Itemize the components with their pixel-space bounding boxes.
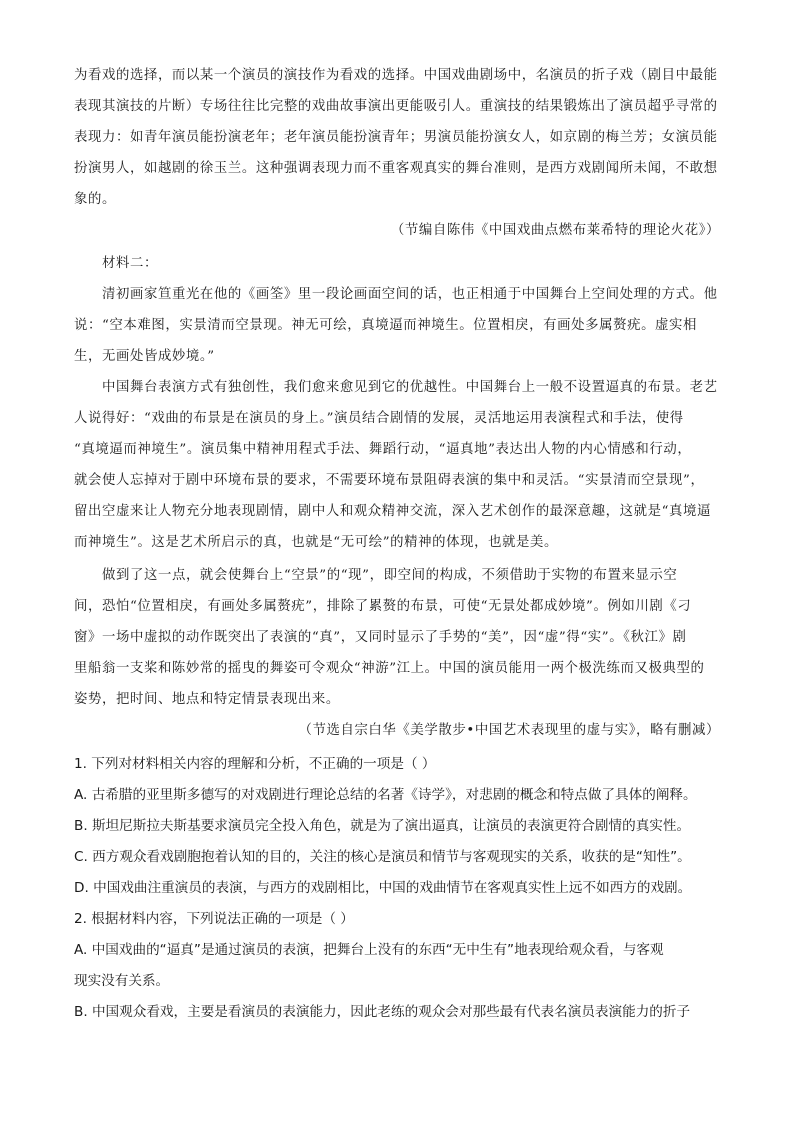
- paragraph-line: 而神境生”。这是艺术所启示的真，也就是“无可绘”的精神的体现，也就是美。: [74, 535, 559, 550]
- paragraph-line: 中国舞台表演方式有独创性，我们愈来愈见到它的优越性。中国舞台上一般不设置逼真的布景。老艺: [102, 380, 718, 395]
- source-citation-two: （节选自宗白华《美学散步•中国艺术表现里的虚与实》，略有删减）: [298, 723, 720, 738]
- paragraph-line: “真境逼而神境生”。演员集中精神用程式手法、舞蹈行动，“逼真地”表达出人物的内心情感和行动，: [74, 442, 692, 457]
- question-one-option-b: B. 斯坦尼斯拉夫斯基要求演员完全投入角色，就是为了演出逼真，让演员的表演更符合剧情的真实性。: [74, 818, 691, 834]
- material-one-line: 为看戏的选择，而以某一个演员的演技作为看戏的选择。中国戏曲剧场中，名演员的折子戏（剧目中最能: [74, 68, 718, 83]
- material-two-heading: 材料二：: [102, 256, 158, 271]
- source-citation-one: （节编自陈伟《中国戏曲点燃布莱希特的理论火花》）: [390, 223, 720, 238]
- paragraph-line: 人说得好：“戏曲的布景是在演员的身上。”演员结合剧情的发展，灵活地运用表演程式和手法，使得: [74, 411, 684, 426]
- paragraph-line: 就会使人忘掉对于剧中环境布景的要求，不需要环境布景阻碍表演的集中和灵活。“实景清而空景现”，: [74, 473, 705, 488]
- material-one-line: 表现其演技的片断）专场往往比完整的戏曲故事演出更能吸引人。重演技的结果锻炼出了演员超乎寻常的: [74, 99, 718, 114]
- question-two-option-a-cont: 现实没有关系。: [74, 973, 170, 989]
- question-one-stem: 1. 下列对材料相关内容的理解和分析，不正确的一项是（ ）: [74, 756, 436, 772]
- material-one-line: 扮演男人，如越剧的徐玉兰。这种强调表现力而不重客观真实的舞台准则，是西方戏剧闻所未闻，不敢想: [74, 161, 718, 176]
- material-one-line: 表现力：如青年演员能扮演老年；老年演员能扮演青年；男演员能扮演女人，如京剧的梅兰芳；女演员能: [74, 130, 718, 145]
- paragraph-line: 说：“空本难图，实景清而空景现。神无可绘，真境逼而神境生。位置相戾，有画处多属赘疣。虚实相: [74, 318, 698, 333]
- paragraph-line: 窗》一场中虚拟的动作既突出了表演的“真”，又同时显示了手势的“美”，因“虚”得“实”。《秋江》剧: [74, 630, 687, 645]
- paragraph-line: 留出空虚来让人物充分地表现剧情，剧中人和观众精神交流，深入艺术创作的最深意趣，这就是“真境逼: [74, 504, 712, 519]
- question-two-stem: 2. 根据材料内容，下列说法正确的一项是（ ）: [74, 911, 354, 927]
- question-two-option-b: B. 中国观众看戏，主要是看演员的表演能力，因此老练的观众会对那些最有代表名演员表演能力的折子: [74, 1004, 691, 1020]
- paragraph-line: 间，恐怕“位置相戾，有画处多属赘疣”，排除了累赘的布景，可使“无景处都成妙境”。例如川剧《刁: [74, 599, 692, 614]
- paragraph-line: 姿势，把时间、地点和特定情景表现出来。: [74, 692, 340, 707]
- paragraph-line: 生，无画处皆成妙境。”: [74, 349, 215, 364]
- paragraph-line: 做到了这一点，就会使舞台上“空景”的“现”，即空间的构成，不须借助于实物的布置来显示空: [102, 568, 678, 583]
- paragraph-line: 清初画家笪重光在他的《画筌》里一段论画面空间的话，也正相通于中国舞台上空间处理的方式。他: [102, 287, 718, 302]
- question-one-option-c: C. 西方观众看戏剧胞抱着认知的目的，关注的核心是演员和情节与客观现实的关系，收获的是“知性”。: [74, 849, 691, 865]
- paragraph-line: 里船翁一支桨和陈妙常的摇曳的舞姿可令观众“神游”江上。中国的演员能用一两个极洗练而又极典型的: [74, 661, 705, 676]
- material-one-line: 象的。: [74, 192, 116, 207]
- question-one-option-a: A. 古希腊的亚里斯多德写的对戏剧进行理论总结的名著《诗学》，对悲剧的概念和特点做了具体的阐释。: [74, 787, 697, 803]
- question-two-option-a: A. 中国戏曲的“逼真”是通过演员的表演，把舞台上没有的东西“无中生有”地表现给观众看，与客观: [74, 942, 664, 958]
- question-one-option-d: D. 中国戏曲注重演员的表演，与西方的戏剧相比，中国的戏曲情节在客观真实性上远不如西方的戏剧。: [74, 880, 692, 896]
